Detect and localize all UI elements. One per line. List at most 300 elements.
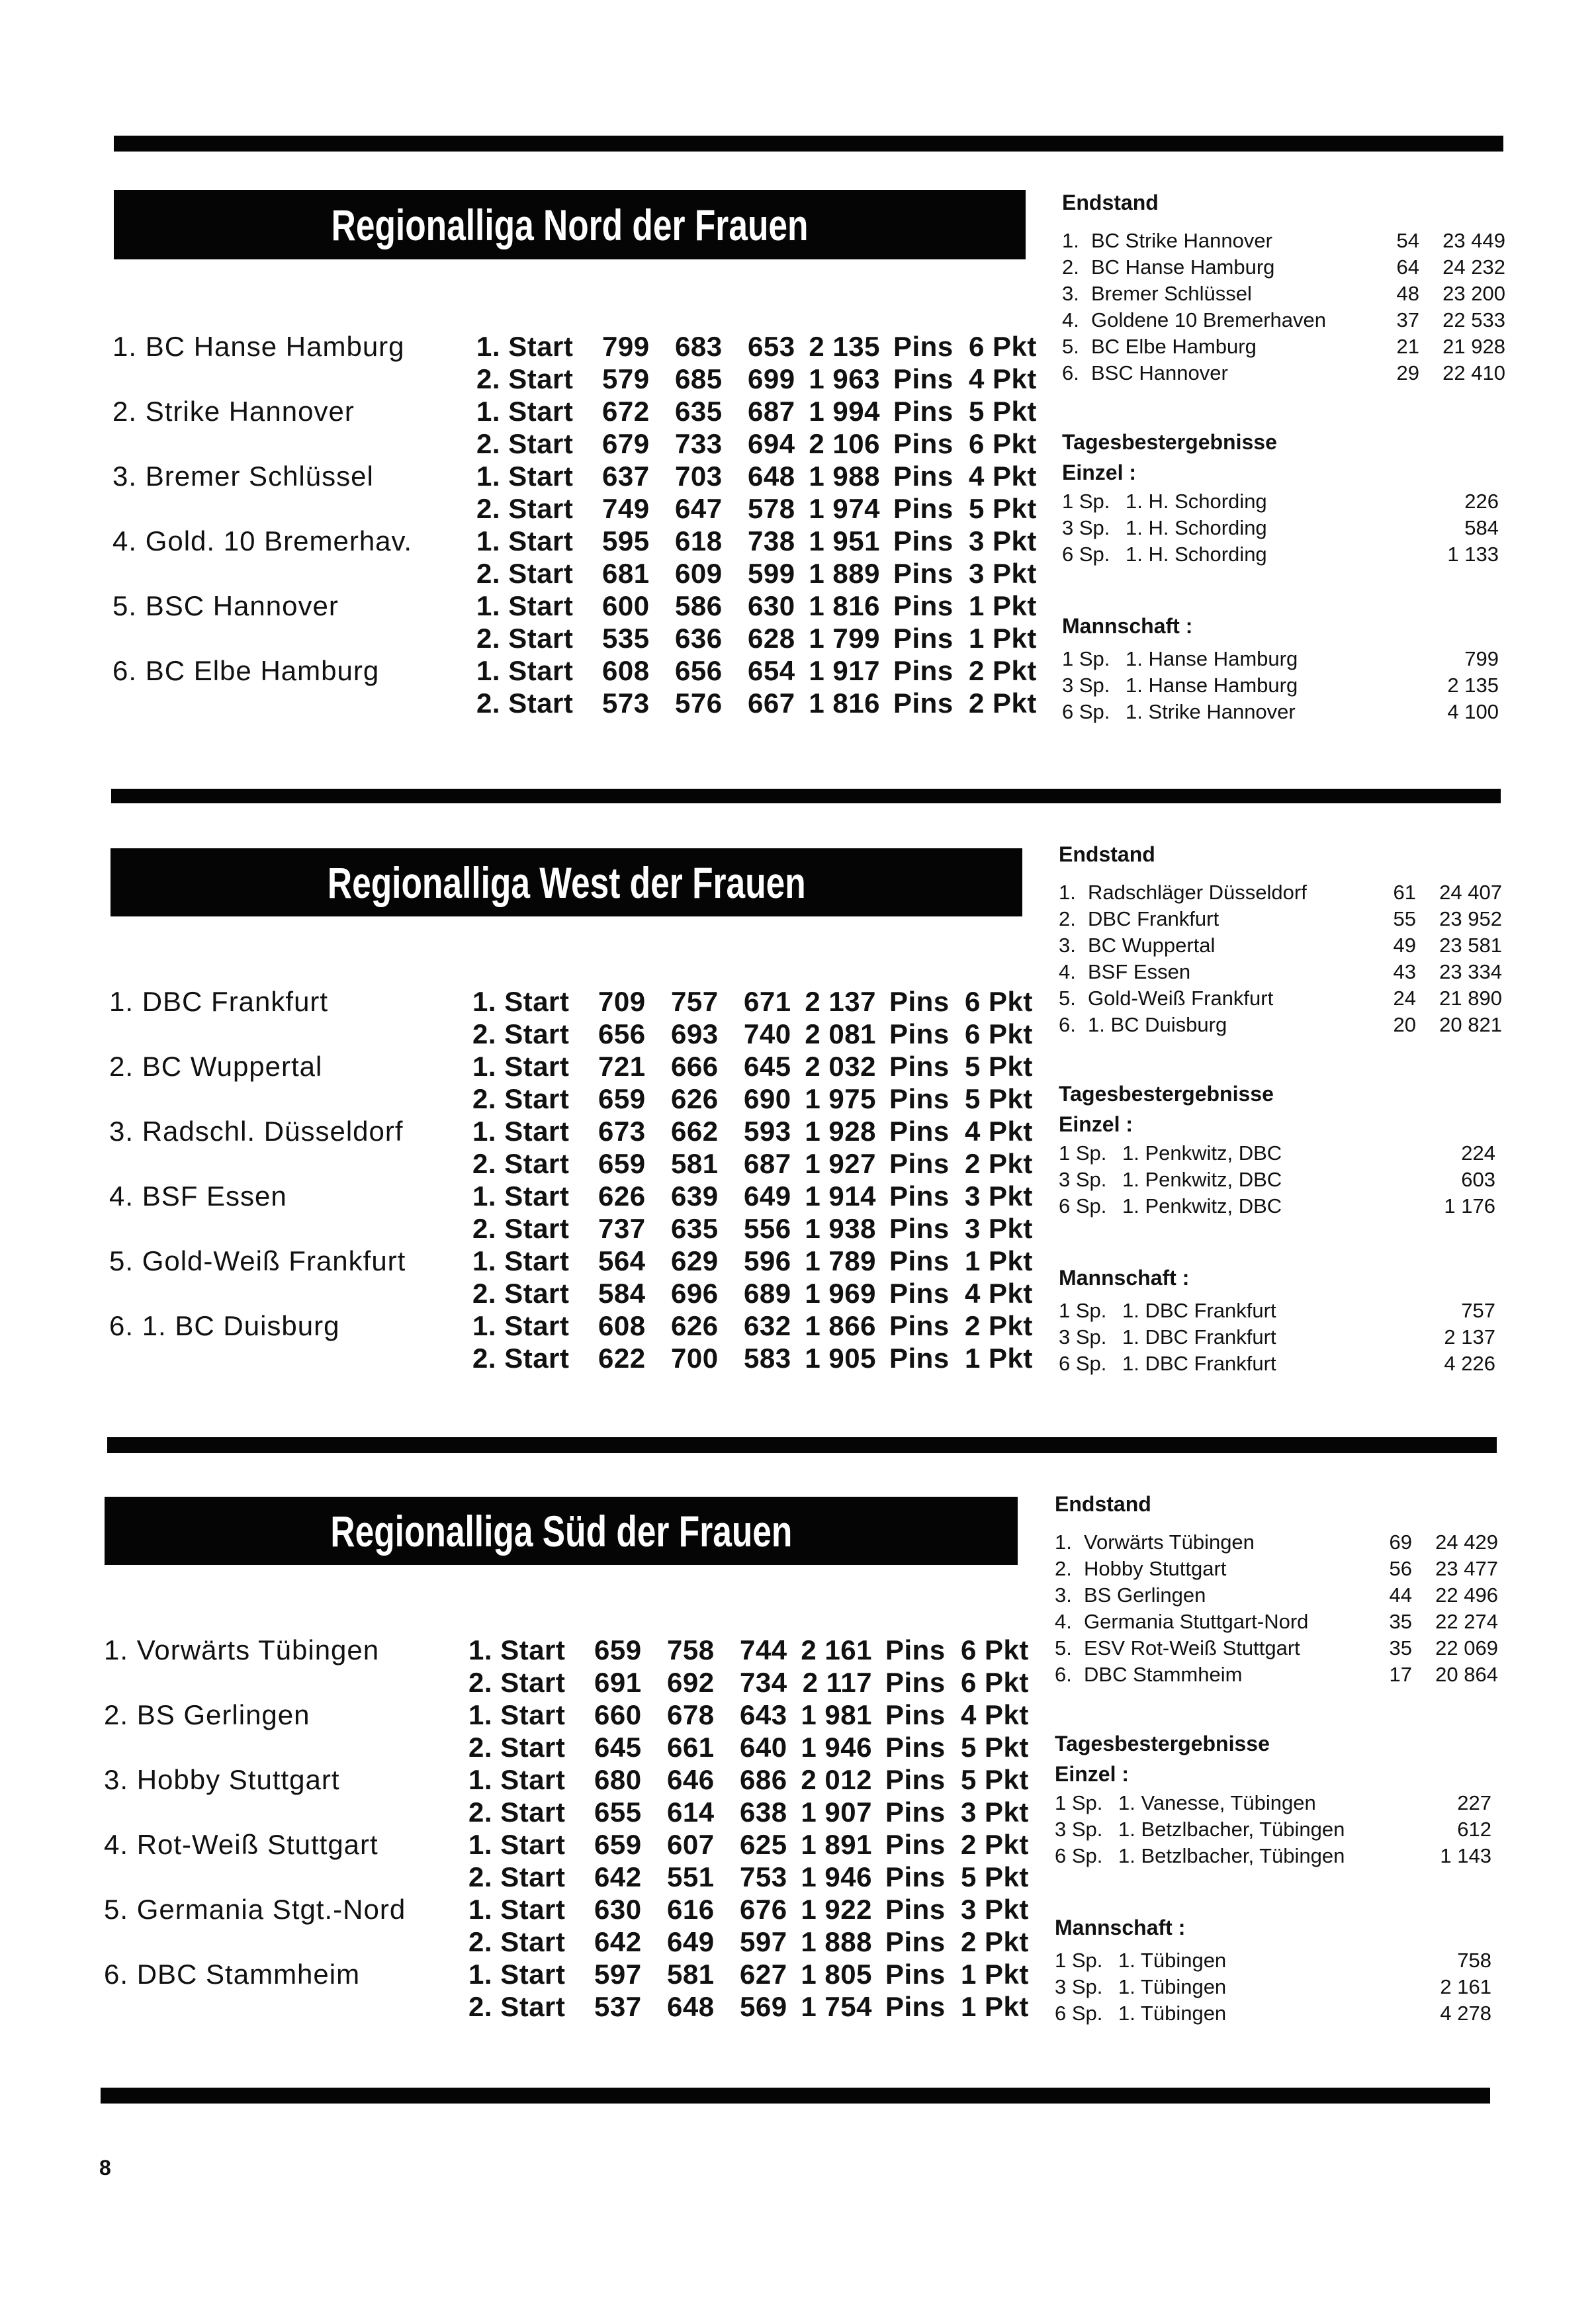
total-pins: 23 334 [1439, 960, 1502, 983]
games-count: 1 Sp. [1055, 1791, 1103, 1814]
points: 5 Pkt [961, 1861, 1029, 1892]
games-count: 6 Sp. [1059, 1352, 1107, 1375]
games-count: 3 Sp. [1059, 1325, 1107, 1349]
game-1-score: 535 [602, 623, 650, 654]
game-1-score: 626 [598, 1180, 646, 1212]
points: 54 [1396, 229, 1419, 252]
game-1-score: 737 [598, 1213, 646, 1244]
start-label: 1. Start [476, 525, 574, 556]
start-result-row [472, 1083, 1035, 1116]
total-pins: 1 866 [805, 1310, 876, 1341]
pins-unit: Pins [889, 1310, 950, 1341]
points: 37 [1396, 308, 1419, 332]
start-result-row [468, 1926, 1031, 1959]
pins-unit: Pins [889, 1083, 950, 1114]
team-name: 2. Strike Hannover [112, 396, 355, 427]
total-pins: 1 969 [805, 1278, 876, 1309]
total-pins: 1 889 [809, 558, 880, 589]
total-pins: 1 914 [805, 1180, 876, 1212]
game-2-score: 614 [667, 1796, 715, 1828]
points: 5 Pkt [969, 493, 1037, 524]
total-pins: 22 496 [1435, 1583, 1498, 1607]
rank: 3. [1059, 934, 1076, 957]
points: 48 [1396, 282, 1419, 305]
game-3-score: 556 [744, 1213, 791, 1244]
start-result-row [468, 1732, 1031, 1764]
top-rule [114, 136, 1503, 152]
points: 35 [1389, 1636, 1412, 1660]
player: 1. Vanesse, Tübingen [1118, 1791, 1316, 1814]
points: 20 [1393, 1013, 1416, 1036]
start-label: 2. Start [468, 1861, 566, 1892]
points: 64 [1396, 255, 1419, 279]
pins-unit: Pins [889, 1278, 950, 1309]
player: 1. H. Schording [1126, 543, 1267, 566]
pins-unit: Pins [893, 655, 953, 686]
endstand-heading: Endstand [1062, 191, 1159, 214]
pins-unit: Pins [885, 1861, 946, 1892]
points: 1 Pkt [965, 1343, 1033, 1374]
game-3-score: 649 [744, 1180, 791, 1212]
game-1-score: 642 [594, 1861, 642, 1892]
mannschaft-label: Mannschaft : [1062, 614, 1193, 638]
game-1-score: 579 [602, 363, 650, 394]
game-3-score: 686 [740, 1764, 787, 1795]
team: 1. Tübingen [1118, 2002, 1227, 2025]
start-label: 1. Start [476, 331, 574, 362]
bottom-rule [101, 2088, 1490, 2104]
start-result-row [476, 363, 1039, 396]
total-pins: 1 799 [809, 623, 880, 654]
start-label: 2. Start [472, 1083, 570, 1114]
points: 4 Pkt [969, 461, 1037, 492]
team-name: 1. BC Hanse Hamburg [112, 331, 405, 362]
pins-unit: Pins [893, 331, 953, 362]
total-pins: 23 952 [1439, 907, 1502, 930]
games-count: 3 Sp. [1059, 1168, 1107, 1191]
points: 3 Pkt [965, 1213, 1033, 1244]
rank: 4. [1059, 960, 1076, 983]
team: 1. Tübingen [1118, 1975, 1227, 1998]
total-pins: 24 232 [1442, 255, 1505, 279]
points: 5 Pkt [965, 1083, 1033, 1114]
total-pins: 2 106 [809, 428, 880, 459]
game-2-score: 758 [667, 1634, 715, 1665]
game-1-score: 655 [594, 1796, 642, 1828]
player: 1. Penkwitz, DBC [1122, 1168, 1282, 1191]
points: 4 Pkt [965, 1278, 1033, 1309]
game-3-score: 689 [744, 1278, 791, 1309]
game-2-score: 647 [675, 493, 723, 524]
points: 6 Pkt [965, 1018, 1033, 1049]
game-1-score: 573 [602, 687, 650, 719]
pins-unit: Pins [885, 1699, 946, 1730]
games-count: 3 Sp. [1062, 516, 1110, 539]
start-label: 1. Start [472, 1051, 570, 1082]
start-label: 2. Start [472, 1213, 570, 1244]
start-label: 2. Start [472, 1018, 570, 1049]
pins-unit: Pins [885, 1829, 946, 1860]
start-label: 1. Start [468, 1764, 566, 1795]
start-result-row [476, 461, 1039, 493]
team-name: BSC Hannover [1091, 361, 1228, 384]
total-pins: 1 888 [801, 1926, 872, 1957]
pins-unit: Pins [893, 428, 953, 459]
team-name: BSF Essen [1088, 960, 1191, 983]
team-name: DBC Stammheim [1084, 1663, 1243, 1686]
team-name: 4. Gold. 10 Bremerhav. [112, 525, 413, 556]
start-label: 2. Start [476, 558, 574, 589]
team-name: ESV Rot-Weiß Stuttgart [1084, 1636, 1300, 1660]
start-result-row [468, 1894, 1031, 1926]
player: 1. Penkwitz, DBC [1122, 1141, 1282, 1165]
total-pins: 23 449 [1442, 229, 1505, 252]
start-result-row [476, 590, 1039, 623]
pins-unit: Pins [893, 590, 953, 621]
total-pins: 2 081 [805, 1018, 876, 1049]
game-2-score: 626 [671, 1310, 719, 1341]
pins-unit: Pins [885, 1796, 946, 1828]
game-2-score: 678 [667, 1699, 715, 1730]
pins-unit: Pins [889, 986, 950, 1017]
points: 17 [1389, 1663, 1412, 1686]
score: 758 [1457, 1949, 1491, 1972]
game-3-score: 628 [748, 623, 795, 654]
game-1-score: 749 [602, 493, 650, 524]
score: 4 278 [1440, 2002, 1491, 2025]
score: 226 [1464, 490, 1499, 513]
player: 1. H. Schording [1126, 490, 1267, 513]
points: 3 Pkt [961, 1894, 1029, 1925]
rank: 6. [1055, 1663, 1072, 1686]
game-3-score: 597 [740, 1926, 787, 1957]
team: 1. Strike Hannover [1126, 700, 1296, 723]
team-name: 2. BS Gerlingen [104, 1699, 310, 1730]
game-2-score: 635 [675, 396, 723, 427]
game-3-score: 690 [744, 1083, 791, 1114]
points: 3 Pkt [969, 525, 1037, 556]
game-3-score: 625 [740, 1829, 787, 1860]
rank: 1. [1062, 229, 1079, 252]
game-2-score: 700 [671, 1343, 719, 1374]
score: 603 [1461, 1168, 1495, 1191]
start-label: 2. Start [476, 493, 574, 524]
rank: 1. [1055, 1530, 1072, 1554]
game-1-score: 656 [598, 1018, 646, 1049]
game-2-score: 616 [667, 1894, 715, 1925]
team: 1. DBC Frankfurt [1122, 1299, 1276, 1322]
pins-unit: Pins [889, 1180, 950, 1212]
player: 1. Betzlbacher, Tübingen [1118, 1818, 1345, 1841]
game-2-score: 685 [675, 363, 723, 394]
game-2-score: 581 [667, 1959, 715, 1990]
game-2-score: 609 [675, 558, 723, 589]
total-pins: 1 816 [809, 590, 880, 621]
pins-unit: Pins [893, 623, 953, 654]
points: 2 Pkt [965, 1148, 1033, 1179]
start-result-row [468, 1667, 1031, 1699]
team-name: 6. BC Elbe Hamburg [112, 655, 380, 686]
game-1-score: 660 [594, 1699, 642, 1730]
game-1-score: 537 [594, 1991, 642, 2022]
points: 6 Pkt [969, 331, 1037, 362]
score: 612 [1457, 1818, 1491, 1841]
start-result-row [476, 331, 1039, 363]
pins-unit: Pins [893, 525, 953, 556]
total-pins: 23 581 [1439, 934, 1502, 957]
game-3-score: 627 [740, 1959, 787, 1990]
team-name: Radschläger Düsseldorf [1088, 881, 1307, 904]
team: 1. Hanse Hamburg [1126, 647, 1298, 670]
team-name: BC Wuppertal [1088, 934, 1216, 957]
total-pins: 1 946 [801, 1861, 872, 1892]
games-count: 1 Sp. [1055, 1949, 1103, 1972]
team-name: Gold-Weiß Frankfurt [1088, 987, 1274, 1010]
game-2-score: 626 [671, 1083, 719, 1114]
game-2-score: 639 [671, 1180, 719, 1212]
game-2-score: 696 [671, 1278, 719, 1309]
start-label: 2. Start [468, 1926, 566, 1957]
start-label: 1. Start [472, 1245, 570, 1276]
start-result-row [468, 1634, 1031, 1667]
game-2-score: 661 [667, 1732, 715, 1763]
game-2-score: 693 [671, 1018, 719, 1049]
start-result-row [476, 525, 1039, 558]
points: 21 [1396, 335, 1419, 358]
start-result-row [472, 1148, 1035, 1180]
team-name: BC Hanse Hamburg [1091, 255, 1275, 279]
game-1-score: 659 [598, 1083, 646, 1114]
points: 3 Pkt [965, 1180, 1033, 1212]
start-label: 1. Start [468, 1829, 566, 1860]
total-pins: 22 069 [1435, 1636, 1498, 1660]
total-pins: 2 012 [801, 1764, 872, 1795]
games-count: 1 Sp. [1062, 490, 1110, 513]
games-count: 3 Sp. [1055, 1975, 1103, 1998]
side-panel [1062, 191, 1512, 733]
points: 29 [1396, 361, 1419, 384]
start-result-row [472, 1245, 1035, 1278]
score: 799 [1464, 647, 1499, 670]
pins-unit: Pins [885, 1959, 946, 1990]
team: 1. DBC Frankfurt [1122, 1352, 1276, 1375]
game-1-score: 679 [602, 428, 650, 459]
start-label: 1. Start [476, 655, 574, 686]
total-pins: 22 533 [1442, 308, 1505, 332]
game-1-score: 584 [598, 1278, 646, 1309]
total-pins: 1 981 [801, 1699, 872, 1730]
team-name: BC Strike Hannover [1091, 229, 1272, 252]
team-name: 1. Vorwärts Tübingen [104, 1634, 380, 1665]
score: 757 [1461, 1299, 1495, 1322]
game-2-score: 662 [671, 1116, 719, 1147]
points: 2 Pkt [961, 1926, 1029, 1957]
game-1-score: 597 [594, 1959, 642, 1990]
pins-unit: Pins [893, 363, 953, 394]
endstand-heading: Endstand [1059, 842, 1155, 866]
start-label: 1. Start [476, 396, 574, 427]
game-1-score: 672 [602, 396, 650, 427]
start-result-row [472, 1278, 1035, 1310]
best-results-heading: Tagesbestergebnisse [1055, 1732, 1270, 1755]
team: 1. Hanse Hamburg [1126, 674, 1298, 697]
games-count: 1 Sp. [1059, 1299, 1107, 1322]
start-label: 1. Start [472, 1180, 570, 1212]
start-label: 2. Start [472, 1148, 570, 1179]
league-title: Regionalliga West der Frauen [327, 858, 806, 907]
start-label: 2. Start [476, 687, 574, 719]
game-3-score: 578 [748, 493, 795, 524]
start-label: 1. Start [468, 1634, 566, 1665]
start-result-row [472, 1343, 1035, 1375]
points: 55 [1393, 907, 1416, 930]
total-pins: 1 994 [809, 396, 880, 427]
team-name: 4. Rot-Weiß Stuttgart [104, 1829, 378, 1860]
total-pins: 23 200 [1442, 282, 1505, 305]
start-result-row [468, 1796, 1031, 1829]
game-2-score: 551 [667, 1861, 715, 1892]
total-pins: 21 890 [1439, 987, 1502, 1010]
start-label: 2. Start [468, 1667, 566, 1698]
score: 4 226 [1444, 1352, 1495, 1375]
points: 35 [1389, 1610, 1412, 1633]
team-name: 5. BSC Hannover [112, 590, 339, 621]
start-label: 2. Start [476, 623, 574, 654]
game-1-score: 659 [598, 1148, 646, 1179]
rank: 6. [1059, 1013, 1076, 1036]
game-2-score: 692 [667, 1667, 715, 1698]
points: 6 Pkt [961, 1667, 1029, 1698]
total-pins: 2 117 [802, 1667, 872, 1698]
game-1-score: 595 [602, 525, 650, 556]
game-3-score: 643 [740, 1699, 787, 1730]
start-result-row [468, 1699, 1031, 1732]
games-count: 6 Sp. [1059, 1194, 1107, 1218]
score: 2 161 [1440, 1975, 1491, 1998]
section-divider-1 [111, 789, 1501, 803]
pins-unit: Pins [889, 1343, 950, 1374]
game-1-score: 564 [598, 1245, 646, 1276]
game-2-score: 635 [671, 1213, 719, 1244]
start-result-row [468, 1959, 1031, 1991]
league-title-bar [105, 1497, 1018, 1565]
side-panel [1055, 1492, 1505, 2035]
points: 61 [1393, 881, 1416, 904]
pins-unit: Pins [889, 1148, 950, 1179]
total-pins: 1 946 [801, 1732, 872, 1763]
game-1-score: 608 [602, 655, 650, 686]
game-1-score: 637 [602, 461, 650, 492]
rank: 2. [1062, 255, 1079, 279]
score: 224 [1461, 1141, 1495, 1165]
total-pins: 2 161 [801, 1634, 872, 1665]
start-result-row [468, 1764, 1031, 1796]
game-2-score: 629 [671, 1245, 719, 1276]
games-count: 1 Sp. [1059, 1141, 1107, 1165]
total-pins: 1 928 [805, 1116, 876, 1147]
team-name: 5. Gold-Weiß Frankfurt [109, 1245, 406, 1276]
total-pins: 1 891 [801, 1829, 872, 1860]
game-3-score: 667 [748, 687, 795, 719]
points: 2 Pkt [969, 687, 1037, 719]
einzel-label: Einzel : [1055, 1762, 1130, 1786]
game-3-score: 599 [748, 558, 795, 589]
total-pins: 20 864 [1435, 1663, 1498, 1686]
team-name: 3. Bremer Schlüssel [112, 461, 374, 492]
game-3-score: 744 [740, 1634, 787, 1665]
game-2-score: 757 [671, 986, 719, 1017]
game-2-score: 586 [675, 590, 723, 621]
total-pins: 2 135 [809, 331, 880, 362]
total-pins: 22 274 [1435, 1610, 1498, 1633]
start-result-row [476, 623, 1039, 655]
start-label: 1. Start [472, 986, 570, 1017]
endstand-heading: Endstand [1055, 1492, 1151, 1516]
total-pins: 1 927 [805, 1148, 876, 1179]
rank: 5. [1055, 1636, 1072, 1660]
league-title: Regionalliga Nord der Frauen [331, 200, 809, 249]
game-3-score: 694 [748, 428, 795, 459]
player: 1. Betzlbacher, Tübingen [1118, 1844, 1345, 1867]
total-pins: 24 429 [1435, 1530, 1498, 1554]
page-number: 8 [99, 2156, 111, 2180]
pins-unit: Pins [893, 558, 953, 589]
total-pins: 1 938 [805, 1213, 876, 1244]
game-3-score: 699 [748, 363, 795, 394]
game-1-score: 709 [598, 986, 646, 1017]
team-name: 5. Germania Stgt.-Nord [104, 1894, 406, 1925]
start-label: 1. Start [468, 1699, 566, 1730]
points: 4 Pkt [969, 363, 1037, 394]
league-title-bar [111, 848, 1022, 916]
pins-unit: Pins [893, 461, 953, 492]
pins-unit: Pins [889, 1018, 950, 1049]
start-result-row [468, 1991, 1031, 2023]
section-divider-2 [107, 1437, 1497, 1453]
total-pins: 1 963 [809, 363, 880, 394]
team-name: 3. Hobby Stuttgart [104, 1764, 340, 1795]
game-3-score: 734 [740, 1667, 787, 1698]
games-count: 6 Sp. [1062, 543, 1110, 566]
game-2-score: 649 [667, 1926, 715, 1957]
points: 56 [1389, 1557, 1412, 1580]
game-2-score: 636 [675, 623, 723, 654]
total-pins: 2 137 [805, 986, 876, 1017]
start-result-row [476, 687, 1039, 720]
game-3-score: 648 [748, 461, 795, 492]
team-name: BC Elbe Hamburg [1091, 335, 1257, 358]
points: 3 Pkt [961, 1796, 1029, 1828]
total-pins: 1 754 [801, 1991, 872, 2022]
game-3-score: 638 [740, 1796, 787, 1828]
total-pins: 1 789 [805, 1245, 876, 1276]
pins-unit: Pins [885, 1732, 946, 1763]
points: 6 Pkt [965, 986, 1033, 1017]
game-3-score: 753 [740, 1861, 787, 1892]
game-2-score: 666 [671, 1051, 719, 1082]
league-title-bar [114, 190, 1026, 259]
rank: 4. [1055, 1610, 1072, 1633]
game-3-score: 738 [748, 525, 795, 556]
start-label: 1. Start [472, 1116, 570, 1147]
game-1-score: 659 [594, 1829, 642, 1860]
pins-unit: Pins [893, 396, 953, 427]
game-1-score: 608 [598, 1310, 646, 1341]
game-2-score: 733 [675, 428, 723, 459]
team-name: Germania Stuttgart-Nord [1084, 1610, 1309, 1633]
game-1-score: 673 [598, 1116, 646, 1147]
points: 69 [1389, 1530, 1412, 1554]
